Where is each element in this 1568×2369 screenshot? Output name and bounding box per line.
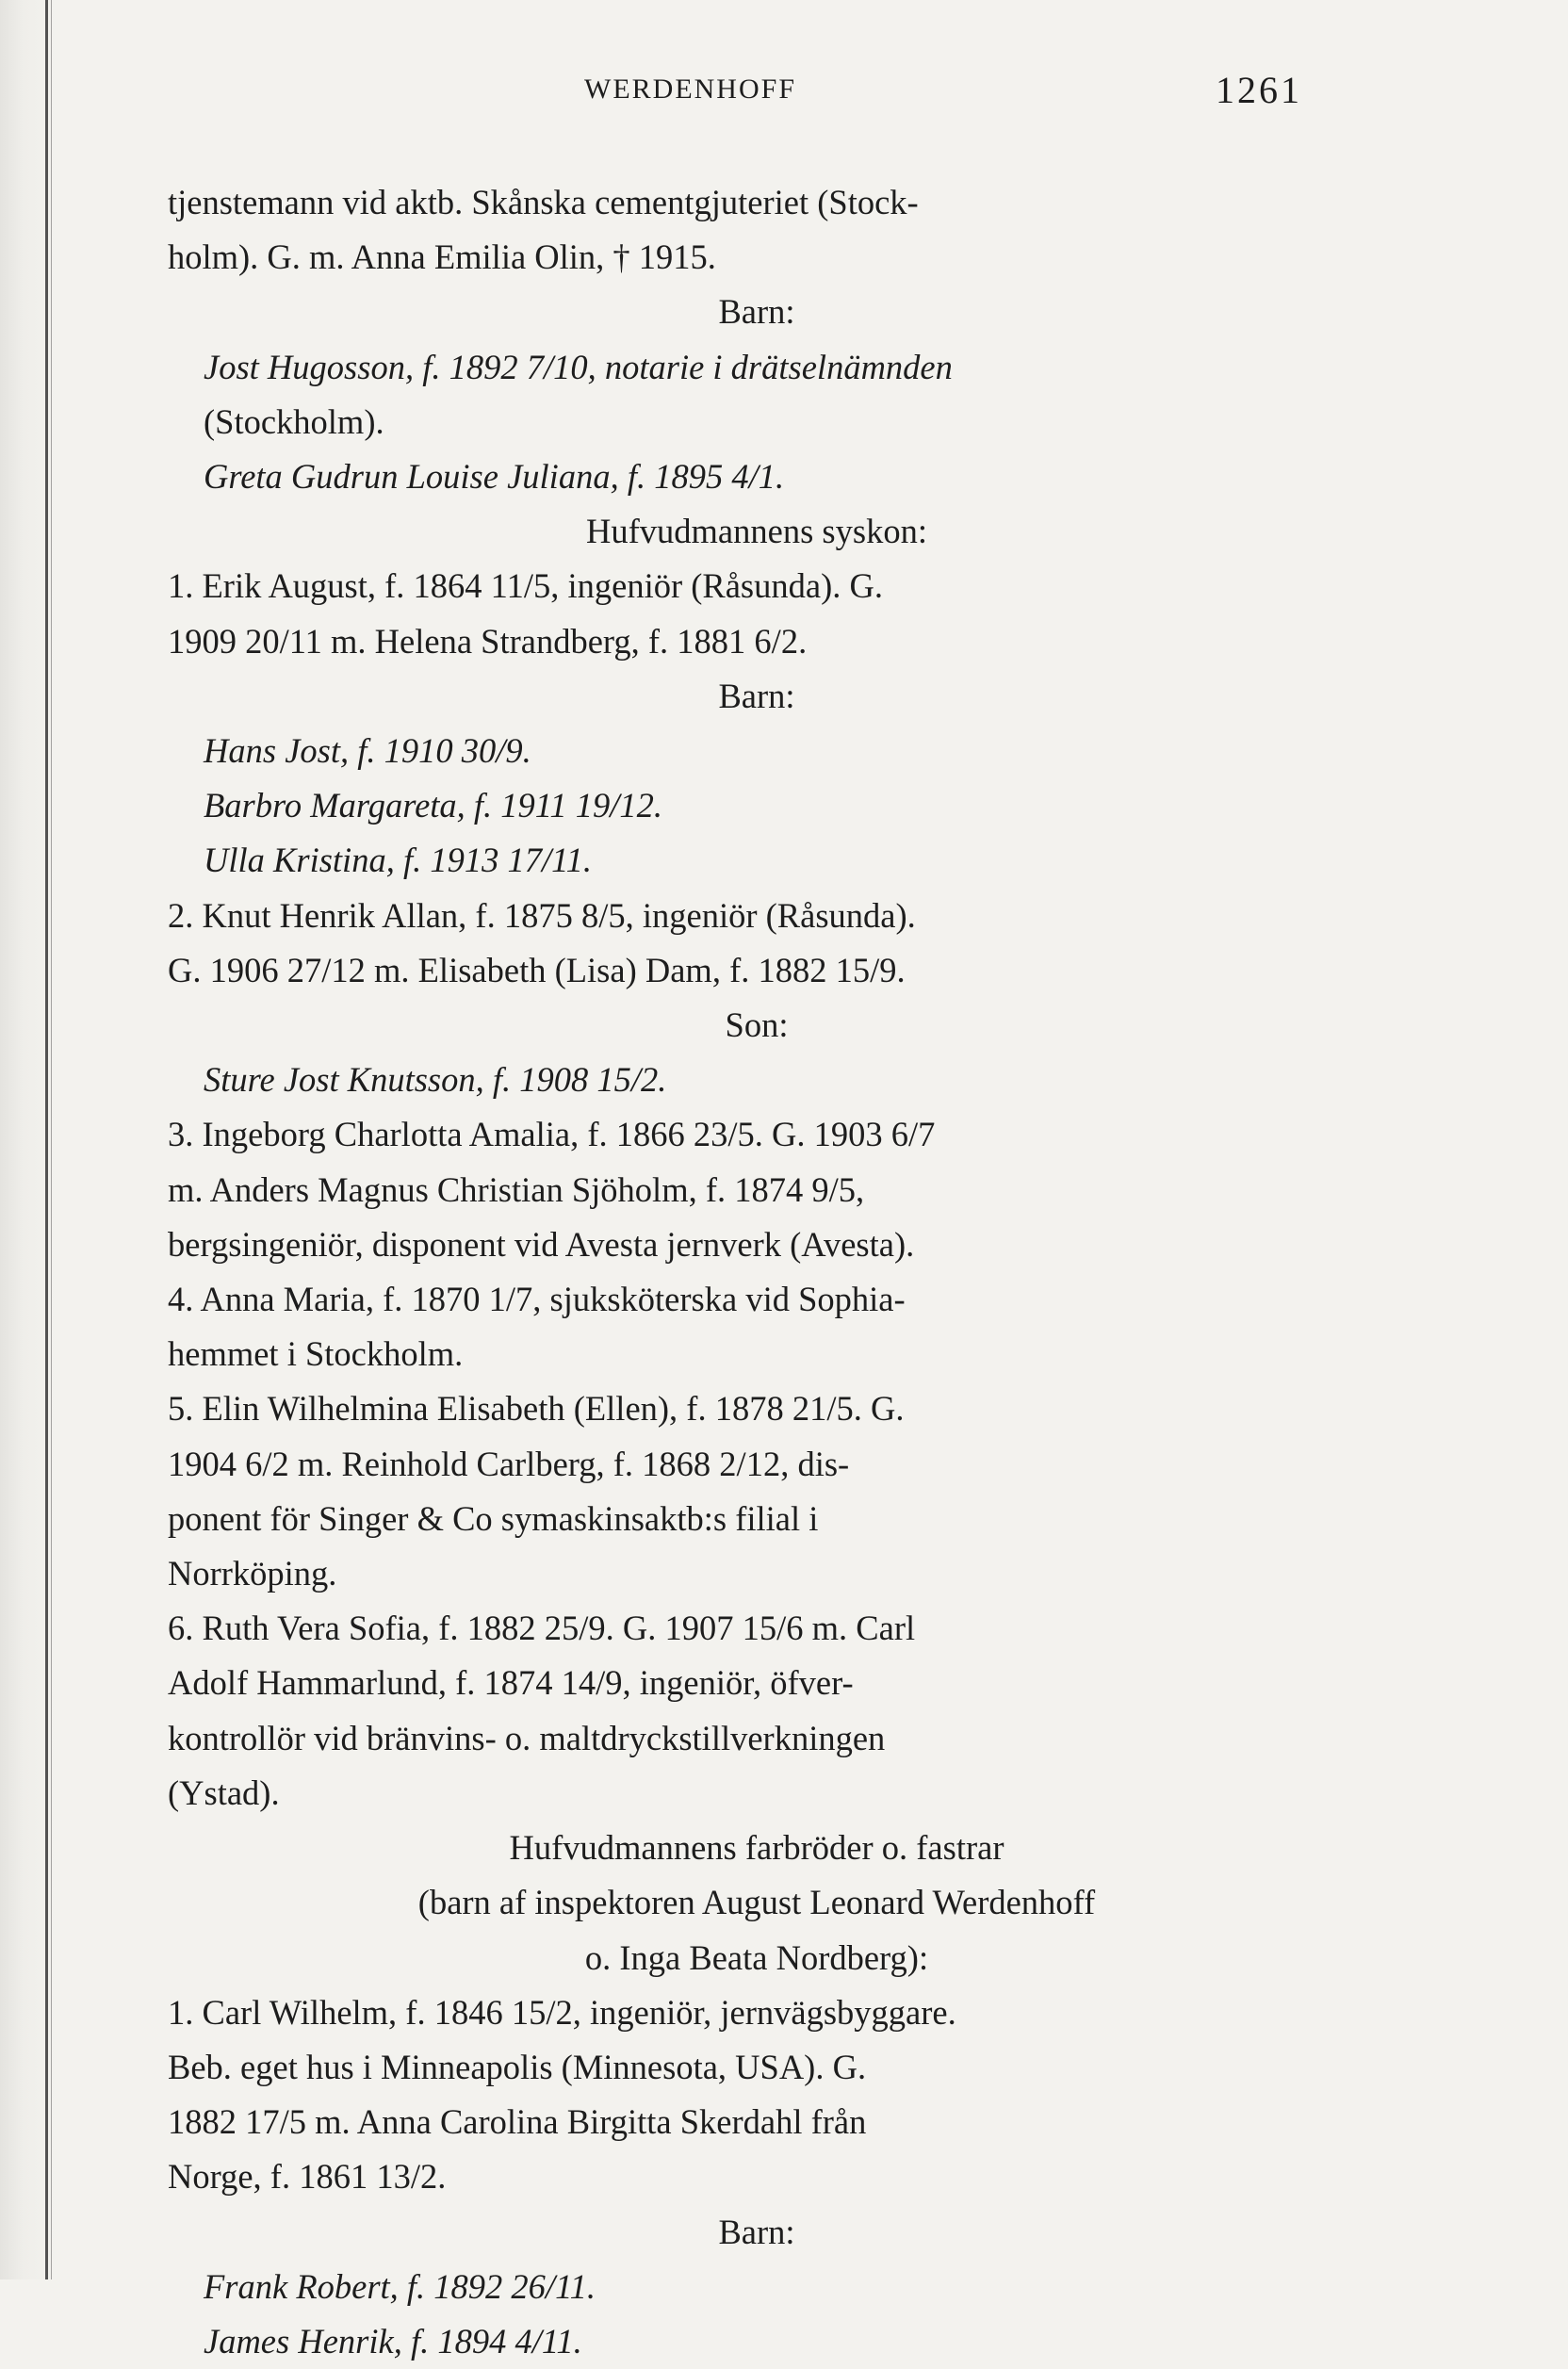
- page-text: [168, 175, 1346, 2369]
- text-line: bergsingeniör, disponent vid Avesta jernverk (Avesta).: [168, 1224, 915, 1264]
- text-line: 1. Carl Wilhelm, f. 1846 15/2, ingeniör, jernvägsbyggare.: [168, 1992, 956, 2032]
- text-line: kontrollör vid bränvins- o. maltdryckstillverkningen: [168, 1718, 886, 1757]
- text-line: 1. Erik August, f. 1864 11/5, ingeniör (Råsunda). G.: [168, 566, 883, 606]
- text-line: tjenstemann vid aktb. Skånska cementgjuteriet (Stock-: [168, 183, 919, 221]
- text-line: 6. Ruth Vera Sofia, f. 1882 25/9. G. 1907 15/6 m. Carl: [168, 1609, 916, 1648]
- text-line: Greta Gudrun Louise Juliana, f. 1895 4/1.: [204, 457, 785, 497]
- text-line: 4. Anna Maria, f. 1870 1/7, sjuksköterska vid Sophia-: [168, 1280, 906, 1319]
- text-line: Frank Robert, f. 1892 26/11.: [204, 2266, 596, 2306]
- text-line: 5. Elin Wilhelmina Elisabeth (Ellen), f. 1878 21/5. G.: [168, 1389, 905, 1429]
- text-line: holm). G. m. Anna Emilia Olin, † 1915.: [168, 237, 716, 277]
- section-label: o. Inga Beata Nordberg):: [584, 1937, 929, 1977]
- text-line: ponent för Singer & Co symaskinsaktb:s filial i: [168, 1498, 819, 1538]
- section-label: Barn:: [718, 292, 795, 332]
- section-label: Barn:: [718, 676, 795, 715]
- text-line: (Ystad).: [168, 1773, 280, 1812]
- section-label: Hufvudmannens farbröder o. fastrar: [509, 1828, 1004, 1868]
- text-line: 1909 20/11 m. Helena Strandberg, f. 1881 6/2.: [168, 621, 808, 661]
- page-header: [0, 68, 1568, 124]
- text-line: Hans Jost, f. 1910 30/9.: [204, 731, 531, 771]
- text-line: 2. Knut Henrik Allan, f. 1875 8/5, ingeniör (Råsunda).: [168, 895, 916, 935]
- text-line: Sture Jost Knutsson, f. 1908 15/2.: [204, 1060, 667, 1100]
- text-line: G. 1906 27/12 m. Elisabeth (Lisa) Dam, f. 1882 15/9.: [168, 950, 906, 989]
- text-line: 1882 17/5 m. Anna Carolina Birgitta Skerdahl från: [168, 2102, 867, 2142]
- text-line: Jost Hugosson, f. 1892 7/10, notarie i drätselnämnden: [204, 347, 953, 386]
- text-line: Norge, f. 1861 13/2.: [168, 2157, 447, 2197]
- binding-edge: [45, 0, 48, 2279]
- binding-edge-inner: [51, 0, 52, 2279]
- text-line: James Henrik, f. 1894 4/11.: [204, 2321, 582, 2361]
- text-line: 1904 6/2 m. Reinhold Carlberg, f. 1868 2/12, dis-: [168, 1444, 850, 1483]
- text-line: m. Anders Magnus Christian Sjöholm, f. 1874 9/5,: [168, 1169, 865, 1209]
- running-head: WERDENHOFF: [584, 74, 797, 105]
- section-label: Son:: [725, 1005, 789, 1045]
- text-line: Norrköping.: [168, 1554, 337, 1593]
- text-line: hemmet i Stockholm.: [168, 1334, 464, 1374]
- text-line: 3. Ingeborg Charlotta Amalia, f. 1866 23/5. G. 1903 6/7: [168, 1115, 936, 1154]
- text-line: Adolf Hammarlund, f. 1874 14/9, ingeniör, öfver-: [168, 1663, 854, 1703]
- text-line: Barbro Margareta, f. 1911 19/12.: [204, 786, 662, 825]
- section-label: (barn af inspektoren August Leonard Werdenhoff: [417, 1883, 1096, 1922]
- text-line: (Stockholm).: [204, 401, 384, 441]
- text-line: Beb. eget hus i Minneapolis (Minnesota, USA). G.: [168, 2047, 867, 2086]
- section-label: Barn:: [718, 2212, 795, 2251]
- section-label: Hufvudmannens syskon:: [586, 512, 927, 551]
- text-line: Ulla Kristina, f. 1913 17/11.: [204, 841, 593, 880]
- page-number: 1261: [1216, 69, 1302, 111]
- page-binding-shadow: [0, 0, 58, 2279]
